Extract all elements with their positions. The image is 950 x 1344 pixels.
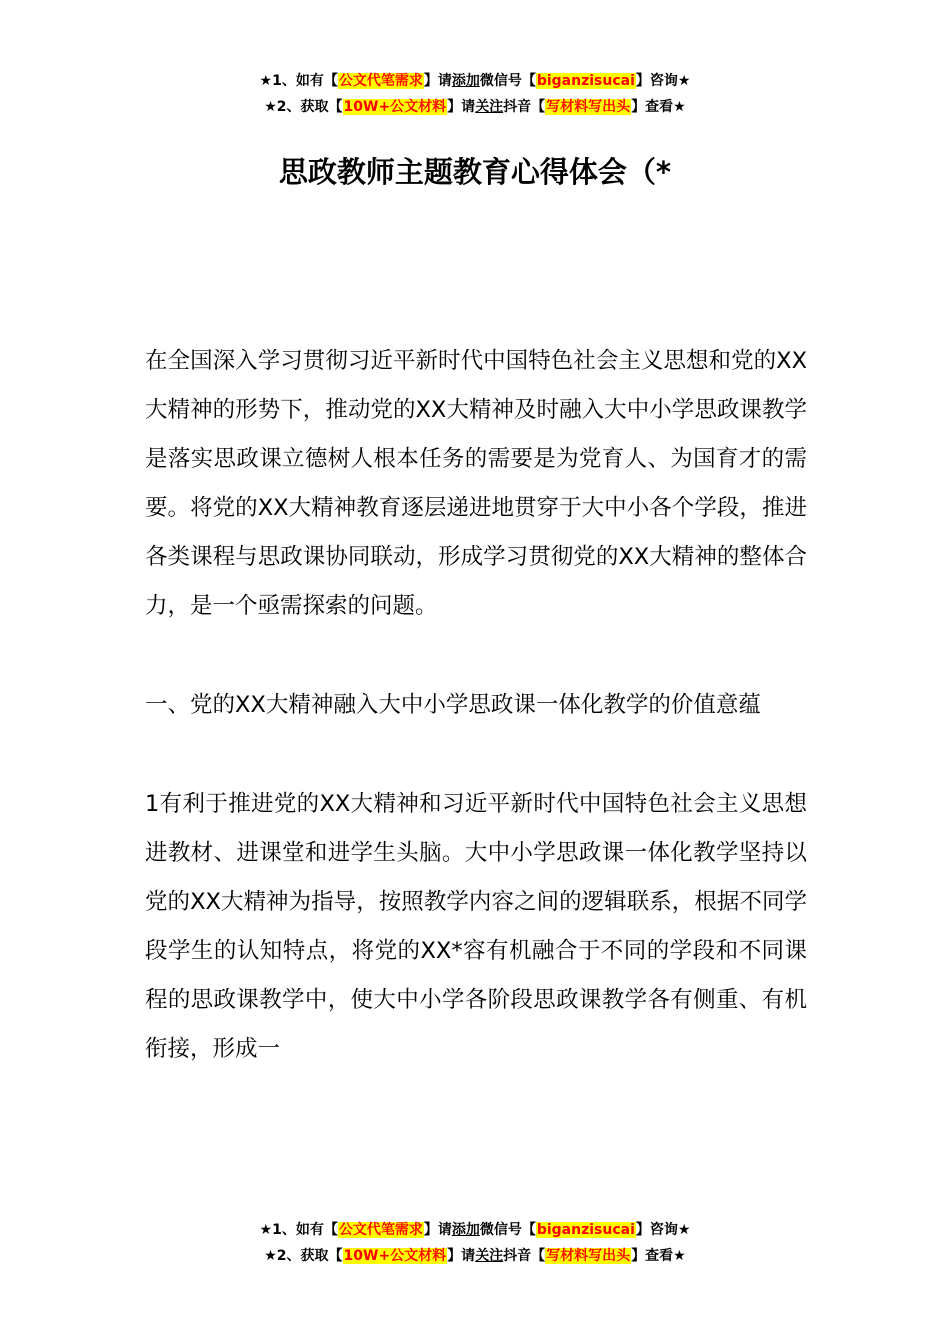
ad-highlight-service: 公文代笔需求 <box>338 73 423 89</box>
section-heading-1: 一、党的XX大精神融入大中小学思政课一体化教学的价值意蕴 <box>145 692 761 718</box>
footer-ad-banner <box>0 1217 950 1269</box>
ad-line-2: ★2、获取【10W+公文材料】请关注抖音【写材料写出头】查看★ <box>264 1248 686 1264</box>
ad-line-1: ★1、如有【公文代笔需求】请添加微信号【biganzisucai】咨询★ <box>259 1222 691 1238</box>
paragraph-point-1: 1有利于推进党的XX大精神和习近平新时代中国特色社会主义思想进教材、进课堂和进学生头脑。大中小学思政课一体化教学坚持以党的XX大精神为指导，按照教学内容之间的逻辑联系，根据不同学段学生的认知特点，将党的XX*容有机融合于不同的学段和不同课程的思政课教学中，使大中小学各阶段思政课教学各有侧重、有机衔接，形成一 <box>145 791 807 1062</box>
ad-highlight-materials: 10W+公文材料 <box>343 99 447 115</box>
document-body <box>145 337 807 1074</box>
header-ad-banner <box>0 68 950 120</box>
ad-highlight-wechat-id: biganzisucai <box>536 73 635 89</box>
ad-line-1: ★1、如有【公文代笔需求】请添加微信号【biganzisucai】咨询★ <box>259 73 691 89</box>
ad-highlight-douyin: 写材料写出头 <box>546 99 631 115</box>
ad-highlight-materials: 10W+公文材料 <box>343 1248 447 1264</box>
document-title: 思政教师主题教育心得体会（* <box>278 155 672 189</box>
ad-highlight-service: 公文代笔需求 <box>338 1222 423 1238</box>
ad-line-2: ★2、获取【10W+公文材料】请关注抖音【写材料写出头】查看★ <box>264 99 686 115</box>
ad-highlight-douyin: 写材料写出头 <box>546 1248 631 1264</box>
ad-highlight-wechat-id: biganzisucai <box>536 1222 635 1238</box>
paragraph-intro: 在全国深入学习贯彻习近平新时代中国特色社会主义思想和党的XX大精神的形势下，推动党的XX大精神及时融入大中小学思政课教学是落实思政课立德树人根本任务的需要是为党育人、为国育才的需要。将党的XX大精神教育逐层递进地贯穿于大中小各个学段，推进各类课程与思政课协同联动，形成学习贯彻党的XX大精神的整体合力，是一个亟需探索的问题。 <box>145 348 807 619</box>
